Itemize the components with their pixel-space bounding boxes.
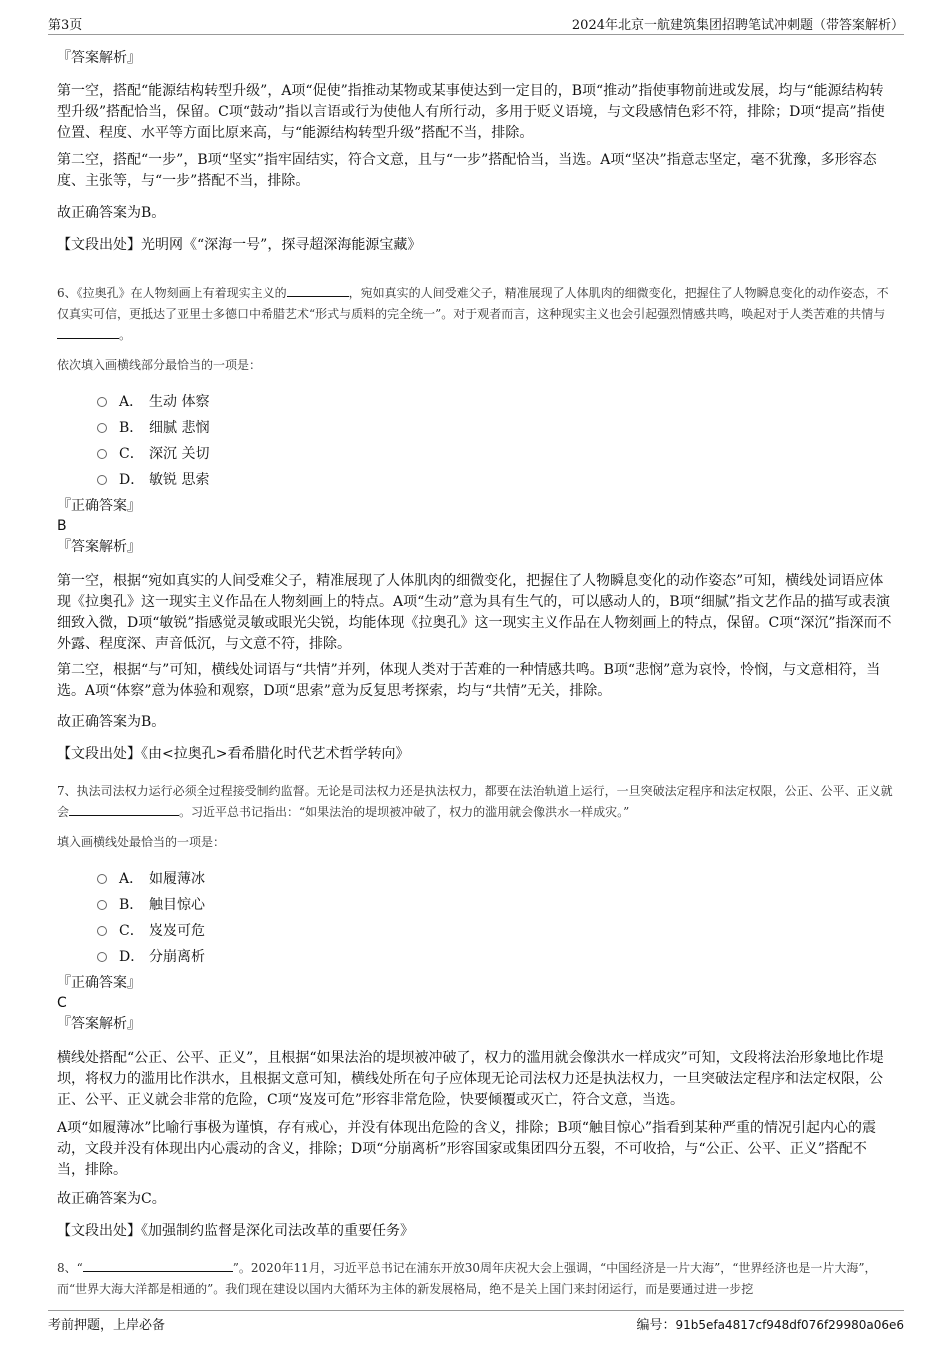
q5-conclusion: 故正确答案为B。 [57,205,166,221]
radio-button[interactable] [97,952,107,962]
document-code: 编号：91b5efa4817cf948df076f29980a06e6 [636,1318,904,1333]
q6-answer: B [57,518,67,534]
q7-analysis-p1: 横线处搭配“公正、公平、正义”，且根据“如果法治的堤坝被冲破了，权力的滥用就会像洪水一样成灾”可知，文段将法治形象地比作堤坝，将权力的滥用比作洪水，且根据文意可知，横线处所在句子应体现无论司法权力还是执法权力，一旦突破法定程序和法定权限，公正、公平、正义就会非常的危险，C项“岌岌可危”形容非常危险，快要倾覆或灭亡，符合文意，当选。 [57,1050,884,1108]
q6-option-c[interactable]: C． 深沉 关切 [97,444,209,464]
q6-analysis-p1: 第一空，根据“宛如真实的人间受难父子，精准展现了人体肌肉的细微变化，把握住了人物瞬息变化的动作姿态”可知，横线处词语应体现《拉奥孔》这一现实主义作品在人物刻画上的特点。A项“生动”意为具有生气的，可以感动人的，B项“细腻”指文艺作品的描写或表演细致入微，D项“敏锐”指感觉灵敏或眼光尖锐，均能体现《拉奥孔》这一现实主义作品在人物刻画上的特点，保留。C项“深沉”指深而不外露、程度深、声音低沉，与文意不符，排除。 [57,573,892,652]
q6-option-d[interactable]: D． 敏锐 思索 [97,470,209,490]
q8-stem: 8、“ ”。2020年11月，习近平总书记在浦东开放30周年庆祝大会上强调，“中国经济是一片大海”，“世界经济也是一片大海”，而“世界大海大洋都是相通的”。我们现在建设以国内大循环为主体的新发展格局，绝不是关上国门来封闭运行，而是要通过进一步挖 [57,1258,893,1300]
radio-button[interactable] [97,926,107,936]
q7-analysis-p2: A项“如履薄冰”比喻行事极为谨慎，存有戒心，并没有体现出危险的含义，排除；B项“触目惊心”指看到某种严重的情况引起内心的震动，文段并没有体现出内心震动的含义，排除；D项“分崩离析”形容国家或集团四分五裂，不可收拾，与“公正、公平、正义”搭配不当，排除。 [57,1120,877,1178]
q5-analysis-title: 『答案解析』 [57,50,141,66]
q6-conclusion: 故正确答案为B。 [57,714,166,730]
q7-option-b[interactable]: B． 触目惊心 [97,895,205,915]
q7-answer: C [57,995,67,1011]
q7-stem: 7、执法司法权力运行必须全过程接受制约监督。无论是司法权力还是执法权力，都要在法治轨道上运行，一旦突破法定程序和法定权限，公正、公平、正义就会 。习近平总书记指出：“如果法治的堤坝被冲破了，权力的滥用就会像洪水一样成灾。” [57,784,893,819]
q7-answer-title: 『正确答案』 [57,975,141,991]
q6-source: 【文段出处】《由<拉奥孔>看希腊化时代艺术哲学转向》 [57,746,410,762]
q7-option-a[interactable]: A． 如履薄冰 [97,869,205,889]
q5-analysis-p1: 第一空，搭配“能源结构转型升级”，A项“促使”指推动某物或某事使达到一定目的，B项“推动”指使事物前进或发展，均与“能源结构转型升级”搭配恰当，保留。C项“鼓动”指以言语或行为使他人有所行动，多用于贬义语境，与文段感情色彩不符，排除；D项“提高”指使位置、程度、水平等方面比原来高，与“能源结构转型升级”搭配不当，排除。 [57,83,885,141]
q5-source: 【文段出处】光明网《“深海一号”，探寻超深海能源宝藏》 [57,237,422,253]
q7-source: 【文段出处】《加强制约监督是深化司法改革的重要任务》 [57,1223,414,1239]
page-footer [48,1310,904,1333]
q6-prompt: 依次填入画横线部分最恰当的一项是： [57,358,262,372]
q7-option-d[interactable]: D． 分崩离析 [97,947,205,967]
q6-answer-title: 『正确答案』 [57,498,141,514]
answer-blank [57,325,119,339]
q6-option-a[interactable]: A． 生动 体察 [97,392,209,412]
q7-option-c[interactable]: C． 岌岌可危 [97,921,205,941]
radio-button[interactable] [97,397,107,407]
q6-stem: 6、《拉奥孔》在人物刻画上有着现实主义的 ，宛如真实的人间受难父子，精准展现了人体肌肉的细微变化，把握住了人物瞬息变化的动作姿态，不仅真实可信，更抵达了亚里士多德口中希腊艺术“形式与质料的完全统一”。对于观者而言，这种现实主义也会引起强烈情感共鸣，唤起对于人类苦难的共情与。 [57,283,893,346]
q6-analysis-title: 『答案解析』 [57,539,141,555]
answer-blank [69,802,179,816]
q7-analysis-title: 『答案解析』 [57,1016,141,1032]
radio-button[interactable] [97,874,107,884]
q6-option-b[interactable]: B． 细腻 悲悯 [97,418,209,438]
radio-button[interactable] [97,449,107,459]
radio-button[interactable] [97,900,107,910]
q5-analysis-p2: 第二空，搭配“一步”，B项“坚实”指牢固结实，符合文意，且与“一步”搭配恰当，当选。A项“坚决”指意志坚定，毫不犹豫，多形容态度、主张等，与“一步”搭配不当，排除。 [57,152,877,189]
q7-prompt: 填入画横线处最恰当的一项是： [57,835,226,849]
answer-blank [287,283,349,297]
q6-analysis-p2: 第二空，根据“与”可知，横线处词语与“共情”并列，体现人类对于苦难的一种情感共鸣。B项“悲悯”意为哀怜，怜悯，与文意相符，当选。A项“体察”意为体验和观察，D项“思索”意为反复思考探索，均与“共情”无关，排除。 [57,662,881,699]
document-title: 2024年北京一航建筑集团招聘笔试冲刺题（带答案解析） [571,18,904,33]
page-header [48,14,904,35]
radio-button[interactable] [97,423,107,433]
footer-slogan: 考前押题，上岸必备 [48,1318,166,1333]
answer-blank [83,1258,233,1272]
radio-button[interactable] [97,475,107,485]
page-number: 第3页 [48,18,83,33]
q7-conclusion: 故正确答案为C。 [57,1191,166,1207]
